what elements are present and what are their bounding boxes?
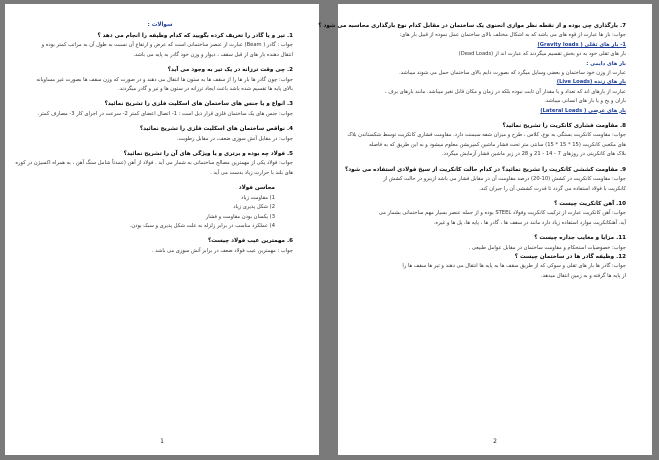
- question-line: 12. وظیفه گادر ها در ساختمان چیست ؟: [514, 253, 626, 260]
- page-1-body: [15, 32, 293, 256]
- question-line: 6. مهمترین عیب فولاد چیست؟: [207, 238, 293, 245]
- question-line: 10. آهن کانکریت چیست ؟: [554, 200, 626, 207]
- document-page-1: [5, 4, 319, 455]
- question-line: 9. مقاومت کششی کانکریت را تشریح نمائید؟ در کدام حالت کانکریت از سیخ فولادی استفاده می شود؟: [345, 166, 626, 173]
- text-line: جواب: آهن کانکریت عبارت از ترکیب کانکریت وفولاد STEEL بوده و از جمله عنصر بسیار مهم ساختمانی بشمار می: [378, 210, 626, 217]
- question-line: 2. چی وقت ترزانه در یک تیر به وجود می آید؟: [167, 67, 293, 74]
- text-line: آید. آهنکانکریت موارد استفاده زیاد دارد مانند در سقف ها ، گادر ها ، پایه ها، پل ها و غیره.: [433, 219, 626, 226]
- question-line: 1. تیر و یا گادر را تعریف کرده بگویید که کدام وظیفه را انجام می دهد ؟: [97, 33, 293, 39]
- section-heading: بار های عرضی ( Lateral Loads): [540, 107, 626, 114]
- text-line: جواب : گادر ( Beam) عبارت از عنصر ساختمانی است که عرض و ارتفاع آن نسبت به طول آن به مراتب کمتر بوده و: [41, 42, 293, 49]
- question-line: 3. انواع و یا جنس های ساختمان های اسکلیت فلزی را تشریح نمائید؟: [104, 101, 293, 108]
- text-line: 1) مقاومت زیاد: [241, 194, 275, 201]
- text-line: جواب: فولاد یکی از مهمترین مصالح ساختمانی به شمار می آید . فولاد از آهن (عمدتاً شامل سنگ آهن ، به همراه اکسیژن در کوره: [15, 160, 293, 167]
- page-1-heading: سوالات :: [147, 22, 173, 28]
- text-line: 3) یکسان بودن مقاومت و فشار: [205, 213, 275, 220]
- text-line: جواب: بار ها عبارت از قوه های می باشد که به اشکال مختلف بالای ساختمان عمل نموده از قبیل بار های:: [399, 32, 626, 39]
- section-heading: 1- بار های ثقلی ( Gravity loads): [537, 41, 626, 48]
- page-2-body: [318, 22, 626, 281]
- text-line: عبارت از وزن خود ساختمان و بعضی وسایل میگرد که بصورت دایم بالای ساختمان حمل می شوند میباشد.: [399, 70, 626, 77]
- text-line: بار های ثقلی خود به دو بخش تقسیم میگردند که عبارت اند از (Dead Loads): [458, 51, 626, 58]
- text-line: بالای پایه ها تقسیم شده باشد باعث ایجاد ترزانه در ستون ها و تیر و گادر میگردند.: [118, 86, 293, 93]
- text-line: باران و یخ و یا بار های انسانی میباشد.: [544, 98, 626, 105]
- text-line: جواب: چون گادر ها بار ها را از سقف ها به ستون ها انتقال می دهند و در صورت که وزن سقف ها بصورت غیر مساویانه: [36, 76, 293, 83]
- question-line: 7. بارگذاری چی بوده و از نقطه نظر موازی انحنوی یک ساختمان در مقابل کدام نوع بارگذاری محاسبه می شود ؟: [318, 23, 626, 29]
- text-line: جواب: مقاومت کانکریت در کشش (10-20) درصد مقاومت آن در مقابل فشار می باشد ازینرو در حالت کشش از: [383, 176, 626, 183]
- question-line: 11. مزایا و معایب جداره چیست ؟: [534, 235, 626, 242]
- section-heading: بار های دایمی :: [586, 60, 626, 67]
- text-line: عبارت از بارهای اند که تعداد و یا مقدار آن ثابت نبوده بلکه در زمان و مکان قابل تغیر میباشد. مانند بارهای برف ،: [384, 88, 626, 95]
- document-page-2: [318, 4, 652, 455]
- page-1-number: 1: [160, 438, 164, 445]
- question-line: 4. نواقص ساختمان های اسکلیت فلزی را تشریح نمائید؟: [139, 126, 293, 133]
- question-line: 5. فولاد چه بوده و برتری و یا ویژگی های آن را تشریح نمائید؟: [123, 151, 293, 158]
- text-line: جواب : مهمترین عیب فولاد ضعف در برابر آتش سوزی می باشد .: [152, 247, 293, 254]
- text-line: 4) عملکرد مناسب در برابر زلزله به علت شکل پذیری و سبک بودن.: [129, 222, 275, 229]
- text-line: بلاک های کانکریتی در روزهای 7 - 14 - 21 و 28 در زیر ماشین فشار آزمایش میگردد.: [441, 151, 626, 158]
- text-line: 2) شکل پذیری زیاد: [233, 204, 275, 211]
- text-line: های بلند با حرارت زیاد بدست می آید .: [210, 169, 293, 176]
- text-line: کانکریت با فولاد استفاده می گردد تا قدرت کششی آن را جبران کند.: [479, 185, 626, 192]
- section-heading: بار های زنده (Live Loads): [556, 79, 626, 86]
- page-2-number: 2: [493, 438, 497, 445]
- text-line: جواب: در مقابل آتش سوزی ضعف، در مقابل رطوبت.: [176, 135, 293, 142]
- text-line: های مکعبی کانکریت (15 * 15 * 15) سانتی متر تحت فشار ماشین کمپریشن معلوم میشود و به این طریق که به فاصله: [369, 141, 626, 148]
- question-line: 8. مقاومت فشاری کانکریت را تشریح نمائید؟: [502, 123, 626, 130]
- text-line: انتقال دهنده بار های از قبل سقف ، دیوار و وزن خود گادر به پایه می باشد.: [133, 51, 293, 58]
- question-line: محاسن فولاد: [238, 185, 275, 192]
- text-line: جواب: جنس های یک ساختمان فلزی قرار ذیل است : 1- اتصال اعضای کمتر 2- سرعت در اجرای کار 3- مصارف کمتر.: [37, 110, 293, 117]
- text-line: جواب: مقاومت کانکریت بستگی به نوع، کلاس ، طرح و میزان شفه سیمنت دارد. مقاومت فشاری کانکریت توسط شکستاندن بلاک: [347, 132, 626, 139]
- text-line: از پایه ها گرفته و به زمین انتقال میدهد.: [541, 272, 626, 279]
- text-line: جواب: خصوصیات استحکام و مقاومت ساختمان در مقابل عوامل طبیعی .: [468, 244, 626, 251]
- text-line: جواب: گادر ها بار های ثقلی و سوکی که از طریق سقف ها به پایه ها انتقال می دهند و تیر ها سقف ها را: [402, 263, 626, 270]
